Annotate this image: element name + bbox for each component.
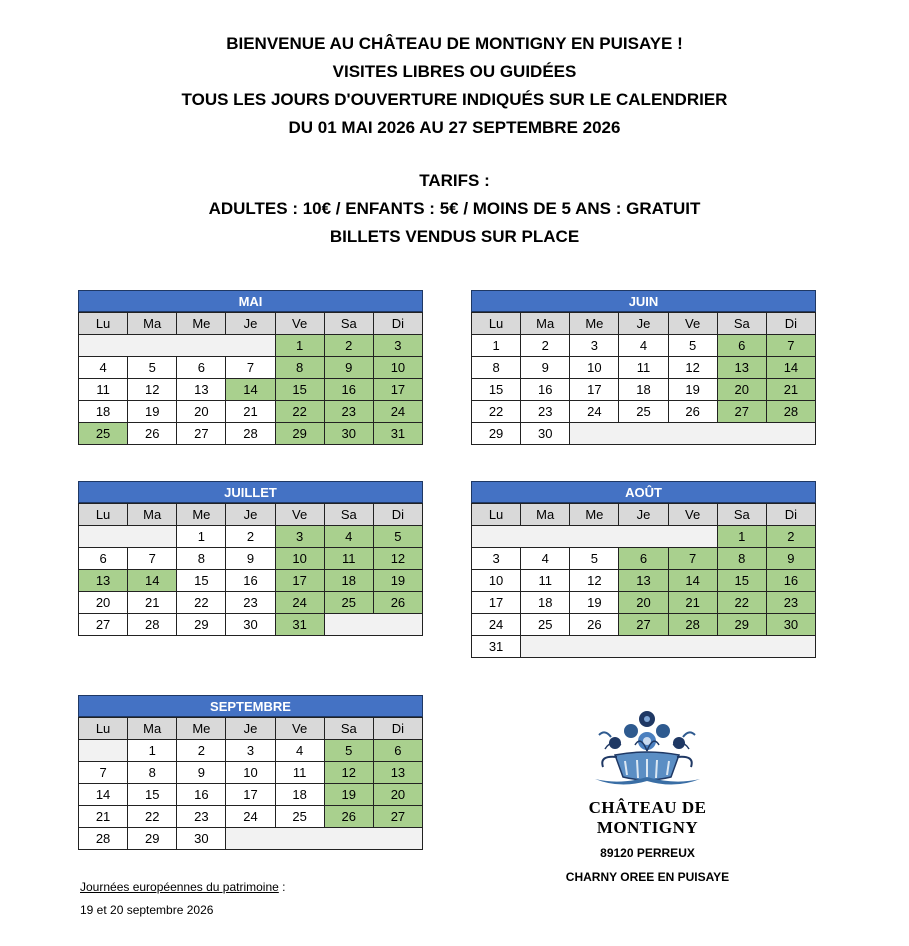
day-cell: 12 <box>128 379 177 401</box>
open-day-cell: 24 <box>373 401 422 423</box>
week-row <box>79 828 423 850</box>
day-cell: 8 <box>472 357 521 379</box>
open-day-cell: 12 <box>373 548 422 570</box>
calendar-aout <box>471 481 816 658</box>
day-cell: 14 <box>79 784 128 806</box>
day-cell: 5 <box>570 548 619 570</box>
day-header: Ve <box>275 313 324 335</box>
open-day-cell: 22 <box>717 592 766 614</box>
day-cell: 21 <box>226 401 275 423</box>
week-row <box>472 592 816 614</box>
calendar-grid <box>471 503 816 658</box>
week-row <box>79 379 423 401</box>
day-header: Je <box>226 504 275 526</box>
calendar-mai <box>78 290 423 445</box>
day-cell: 3 <box>226 740 275 762</box>
open-day-cell: 27 <box>373 806 422 828</box>
day-cell: 6 <box>177 357 226 379</box>
day-cell: 15 <box>177 570 226 592</box>
week-row <box>472 548 816 570</box>
open-day-cell: 8 <box>717 548 766 570</box>
open-day-cell: 18 <box>324 570 373 592</box>
day-cell: 22 <box>472 401 521 423</box>
day-cell: 29 <box>177 614 226 636</box>
open-day-cell: 2 <box>766 526 815 548</box>
open-day-cell: 13 <box>619 570 668 592</box>
open-day-cell: 21 <box>668 592 717 614</box>
day-cell: 25 <box>275 806 324 828</box>
month-title: JUILLET <box>78 481 423 503</box>
day-header-row <box>79 718 423 740</box>
open-day-cell: 31 <box>275 614 324 636</box>
day-header: Di <box>373 504 422 526</box>
empty-cell <box>79 740 128 762</box>
day-cell: 1 <box>177 526 226 548</box>
empty-cell <box>472 526 718 548</box>
open-day-cell: 20 <box>619 592 668 614</box>
day-cell: 30 <box>521 423 570 445</box>
open-day-cell: 30 <box>766 614 815 636</box>
day-cell: 9 <box>177 762 226 784</box>
day-cell: 7 <box>226 357 275 379</box>
open-day-cell: 25 <box>79 423 128 445</box>
open-day-cell: 29 <box>717 614 766 636</box>
open-day-cell: 28 <box>668 614 717 636</box>
day-header-row <box>79 504 423 526</box>
day-header: Sa <box>717 313 766 335</box>
open-day-cell: 7 <box>766 335 815 357</box>
date-range-line: DU 01 MAI 2026 AU 27 SEPTEMBRE 2026 <box>288 118 621 137</box>
heritage-days-label: Journées européennes du patrimoine <box>80 880 279 894</box>
empty-cell <box>324 614 422 636</box>
week-row <box>472 526 816 548</box>
day-header: Ma <box>128 504 177 526</box>
day-header: Ve <box>275 504 324 526</box>
week-row <box>79 548 423 570</box>
day-cell: 28 <box>128 614 177 636</box>
week-row <box>472 335 816 357</box>
open-day-cell: 25 <box>324 592 373 614</box>
open-day-cell: 5 <box>324 740 373 762</box>
day-header: Je <box>226 718 275 740</box>
day-cell: 4 <box>619 335 668 357</box>
day-cell: 17 <box>226 784 275 806</box>
calendar-septembre <box>78 695 423 850</box>
day-cell: 8 <box>128 762 177 784</box>
day-cell: 11 <box>275 762 324 784</box>
day-cell: 5 <box>128 357 177 379</box>
open-day-cell: 20 <box>717 379 766 401</box>
day-cell: 31 <box>472 636 521 658</box>
week-row <box>79 335 423 357</box>
empty-cell <box>79 335 276 357</box>
tickets-line: BILLETS VENDUS SUR PLACE <box>329 227 580 246</box>
day-cell: 2 <box>521 335 570 357</box>
day-cell: 18 <box>619 379 668 401</box>
open-day-cell: 13 <box>717 357 766 379</box>
day-header: Lu <box>472 313 521 335</box>
month-title: JUIN <box>471 290 816 312</box>
open-day-cell: 6 <box>717 335 766 357</box>
open-day-cell: 30 <box>324 423 373 445</box>
open-day-cell: 7 <box>668 548 717 570</box>
day-header: Di <box>766 504 815 526</box>
day-header-row <box>472 313 816 335</box>
open-day-cell: 26 <box>373 592 422 614</box>
day-header-row <box>472 504 816 526</box>
day-header: Ma <box>128 313 177 335</box>
day-cell: 1 <box>128 740 177 762</box>
day-cell: 28 <box>79 828 128 850</box>
day-header: Ma <box>521 313 570 335</box>
open-day-cell: 2 <box>324 335 373 357</box>
day-cell: 26 <box>570 614 619 636</box>
calendar-grid <box>78 312 423 445</box>
day-cell: 11 <box>521 570 570 592</box>
day-cell: 3 <box>570 335 619 357</box>
open-day-cell: 5 <box>373 526 422 548</box>
flower-basket-icon <box>585 705 710 787</box>
open-day-cell: 10 <box>275 548 324 570</box>
open-day-cell: 6 <box>373 740 422 762</box>
visits-line: VISITES LIBRES OU GUIDÉES <box>332 62 577 81</box>
heritage-days-colon: : <box>278 880 286 894</box>
day-cell: 18 <box>521 592 570 614</box>
day-header: Sa <box>324 718 373 740</box>
open-day-cell: 1 <box>275 335 324 357</box>
open-day-cell: 26 <box>324 806 373 828</box>
calendar-info-line: TOUS LES JOURS D'OUVERTURE INDIQUÉS SUR LE CALENDRIER <box>181 90 728 109</box>
open-day-cell: 8 <box>275 357 324 379</box>
month-title: AOÛT <box>471 481 816 503</box>
day-header: Lu <box>79 313 128 335</box>
open-day-cell: 23 <box>324 401 373 423</box>
open-day-cell: 23 <box>766 592 815 614</box>
day-header: Je <box>226 313 275 335</box>
open-day-cell: 24 <box>275 592 324 614</box>
day-cell: 30 <box>177 828 226 850</box>
day-header-row <box>79 313 423 335</box>
heritage-days-dates: 19 et 20 septembre 2026 <box>80 903 214 917</box>
day-cell: 10 <box>472 570 521 592</box>
open-day-cell: 29 <box>275 423 324 445</box>
day-cell: 21 <box>128 592 177 614</box>
welcome-line: BIENVENUE AU CHÂTEAU DE MONTIGNY EN PUISAYE ! <box>226 34 683 53</box>
open-day-cell: 10 <box>373 357 422 379</box>
day-cell: 22 <box>128 806 177 828</box>
chateau-name: CHÂTEAU DE MONTIGNY <box>588 798 707 837</box>
day-cell: 10 <box>570 357 619 379</box>
empty-cell <box>79 526 177 548</box>
day-cell: 22 <box>177 592 226 614</box>
day-cell: 18 <box>79 401 128 423</box>
day-cell: 30 <box>226 614 275 636</box>
week-row <box>472 379 816 401</box>
open-day-cell: 20 <box>373 784 422 806</box>
week-row <box>79 614 423 636</box>
week-row <box>79 526 423 548</box>
open-day-cell: 19 <box>324 784 373 806</box>
day-header: Je <box>619 313 668 335</box>
open-day-cell: 17 <box>373 379 422 401</box>
day-cell: 11 <box>79 379 128 401</box>
open-day-cell: 21 <box>766 379 815 401</box>
open-day-cell: 3 <box>275 526 324 548</box>
day-cell: 3 <box>472 548 521 570</box>
week-row <box>472 636 816 658</box>
open-day-cell: 14 <box>766 357 815 379</box>
week-row <box>472 401 816 423</box>
open-day-cell: 27 <box>717 401 766 423</box>
day-cell: 27 <box>177 423 226 445</box>
empty-cell <box>570 423 816 445</box>
week-row <box>79 401 423 423</box>
day-cell: 21 <box>79 806 128 828</box>
day-cell: 8 <box>177 548 226 570</box>
open-day-cell: 31 <box>373 423 422 445</box>
heritage-days-note <box>80 880 285 917</box>
day-cell: 23 <box>226 592 275 614</box>
day-header: Me <box>570 504 619 526</box>
day-cell: 17 <box>472 592 521 614</box>
open-day-cell: 14 <box>668 570 717 592</box>
day-cell: 16 <box>177 784 226 806</box>
address-line-2: CHARNY OREE EN PUISAYE <box>565 870 730 884</box>
day-cell: 23 <box>177 806 226 828</box>
day-cell: 18 <box>275 784 324 806</box>
week-row <box>79 357 423 379</box>
day-cell: 12 <box>570 570 619 592</box>
open-day-cell: 15 <box>275 379 324 401</box>
day-cell: 4 <box>521 548 570 570</box>
day-cell: 4 <box>79 357 128 379</box>
month-title: SEPTEMBRE <box>78 695 423 717</box>
day-cell: 15 <box>128 784 177 806</box>
day-cell: 7 <box>79 762 128 784</box>
address-line-1: 89120 PERREUX <box>600 846 695 860</box>
prices-line: ADULTES : 10€ / ENFANTS : 5€ / MOINS DE 5 ANS : GRATUIT <box>208 199 701 218</box>
day-cell: 13 <box>177 379 226 401</box>
day-cell: 20 <box>177 401 226 423</box>
week-row <box>79 784 423 806</box>
page-header <box>0 30 909 251</box>
day-cell: 26 <box>668 401 717 423</box>
day-header: Lu <box>79 504 128 526</box>
day-header: Je <box>619 504 668 526</box>
day-cell: 24 <box>226 806 275 828</box>
open-day-cell: 16 <box>766 570 815 592</box>
open-day-cell: 3 <box>373 335 422 357</box>
day-cell: 24 <box>570 401 619 423</box>
day-cell: 16 <box>226 570 275 592</box>
month-title: MAI <box>78 290 423 312</box>
day-header: Lu <box>472 504 521 526</box>
open-day-cell: 27 <box>619 614 668 636</box>
day-header: Di <box>373 313 422 335</box>
day-cell: 10 <box>226 762 275 784</box>
day-cell: 19 <box>668 379 717 401</box>
day-header: Ve <box>668 504 717 526</box>
open-day-cell: 9 <box>324 357 373 379</box>
day-cell: 15 <box>472 379 521 401</box>
day-header: Me <box>177 313 226 335</box>
day-cell: 23 <box>521 401 570 423</box>
calendar-grid <box>78 717 423 850</box>
week-row <box>79 592 423 614</box>
day-cell: 5 <box>668 335 717 357</box>
calendar-grid <box>471 312 816 445</box>
week-row <box>472 570 816 592</box>
calendar-grid <box>78 503 423 636</box>
open-day-cell: 4 <box>324 526 373 548</box>
day-cell: 25 <box>619 401 668 423</box>
calendar-juin <box>471 290 816 445</box>
day-header: Ma <box>128 718 177 740</box>
day-header: Di <box>766 313 815 335</box>
week-row <box>472 423 816 445</box>
day-header: Sa <box>324 313 373 335</box>
day-cell: 2 <box>177 740 226 762</box>
open-day-cell: 19 <box>373 570 422 592</box>
week-row <box>79 806 423 828</box>
empty-cell <box>226 828 423 850</box>
open-day-cell: 15 <box>717 570 766 592</box>
day-header: Sa <box>324 504 373 526</box>
day-cell: 6 <box>79 548 128 570</box>
day-cell: 2 <box>226 526 275 548</box>
day-header: Ve <box>275 718 324 740</box>
open-day-cell: 12 <box>324 762 373 784</box>
week-row <box>472 614 816 636</box>
open-day-cell: 6 <box>619 548 668 570</box>
empty-cell <box>521 636 816 658</box>
week-row <box>79 762 423 784</box>
day-cell: 29 <box>128 828 177 850</box>
open-day-cell: 17 <box>275 570 324 592</box>
day-cell: 4 <box>275 740 324 762</box>
day-header: Ma <box>521 504 570 526</box>
day-cell: 7 <box>128 548 177 570</box>
open-day-cell: 14 <box>128 570 177 592</box>
day-cell: 12 <box>668 357 717 379</box>
open-day-cell: 14 <box>226 379 275 401</box>
chateau-logo <box>540 705 755 884</box>
day-cell: 17 <box>570 379 619 401</box>
day-cell: 27 <box>79 614 128 636</box>
day-cell: 19 <box>128 401 177 423</box>
day-header: Me <box>177 504 226 526</box>
week-row <box>79 740 423 762</box>
open-day-cell: 22 <box>275 401 324 423</box>
calendar-juillet <box>78 481 423 636</box>
day-cell: 24 <box>472 614 521 636</box>
day-cell: 26 <box>128 423 177 445</box>
day-cell: 9 <box>521 357 570 379</box>
day-header: Sa <box>717 504 766 526</box>
tarifs-heading: TARIFS : <box>419 171 490 190</box>
open-day-cell: 13 <box>373 762 422 784</box>
week-row <box>79 423 423 445</box>
day-cell: 29 <box>472 423 521 445</box>
day-cell: 1 <box>472 335 521 357</box>
open-day-cell: 13 <box>79 570 128 592</box>
week-row <box>472 357 816 379</box>
open-day-cell: 1 <box>717 526 766 548</box>
day-header: Me <box>570 313 619 335</box>
day-cell: 11 <box>619 357 668 379</box>
day-cell: 25 <box>521 614 570 636</box>
day-cell: 9 <box>226 548 275 570</box>
day-cell: 19 <box>570 592 619 614</box>
day-header: Lu <box>79 718 128 740</box>
day-cell: 16 <box>521 379 570 401</box>
open-day-cell: 9 <box>766 548 815 570</box>
open-day-cell: 16 <box>324 379 373 401</box>
day-header: Di <box>373 718 422 740</box>
day-cell: 20 <box>79 592 128 614</box>
open-day-cell: 11 <box>324 548 373 570</box>
day-cell: 28 <box>226 423 275 445</box>
day-header: Me <box>177 718 226 740</box>
day-header: Ve <box>668 313 717 335</box>
open-day-cell: 28 <box>766 401 815 423</box>
week-row <box>79 570 423 592</box>
